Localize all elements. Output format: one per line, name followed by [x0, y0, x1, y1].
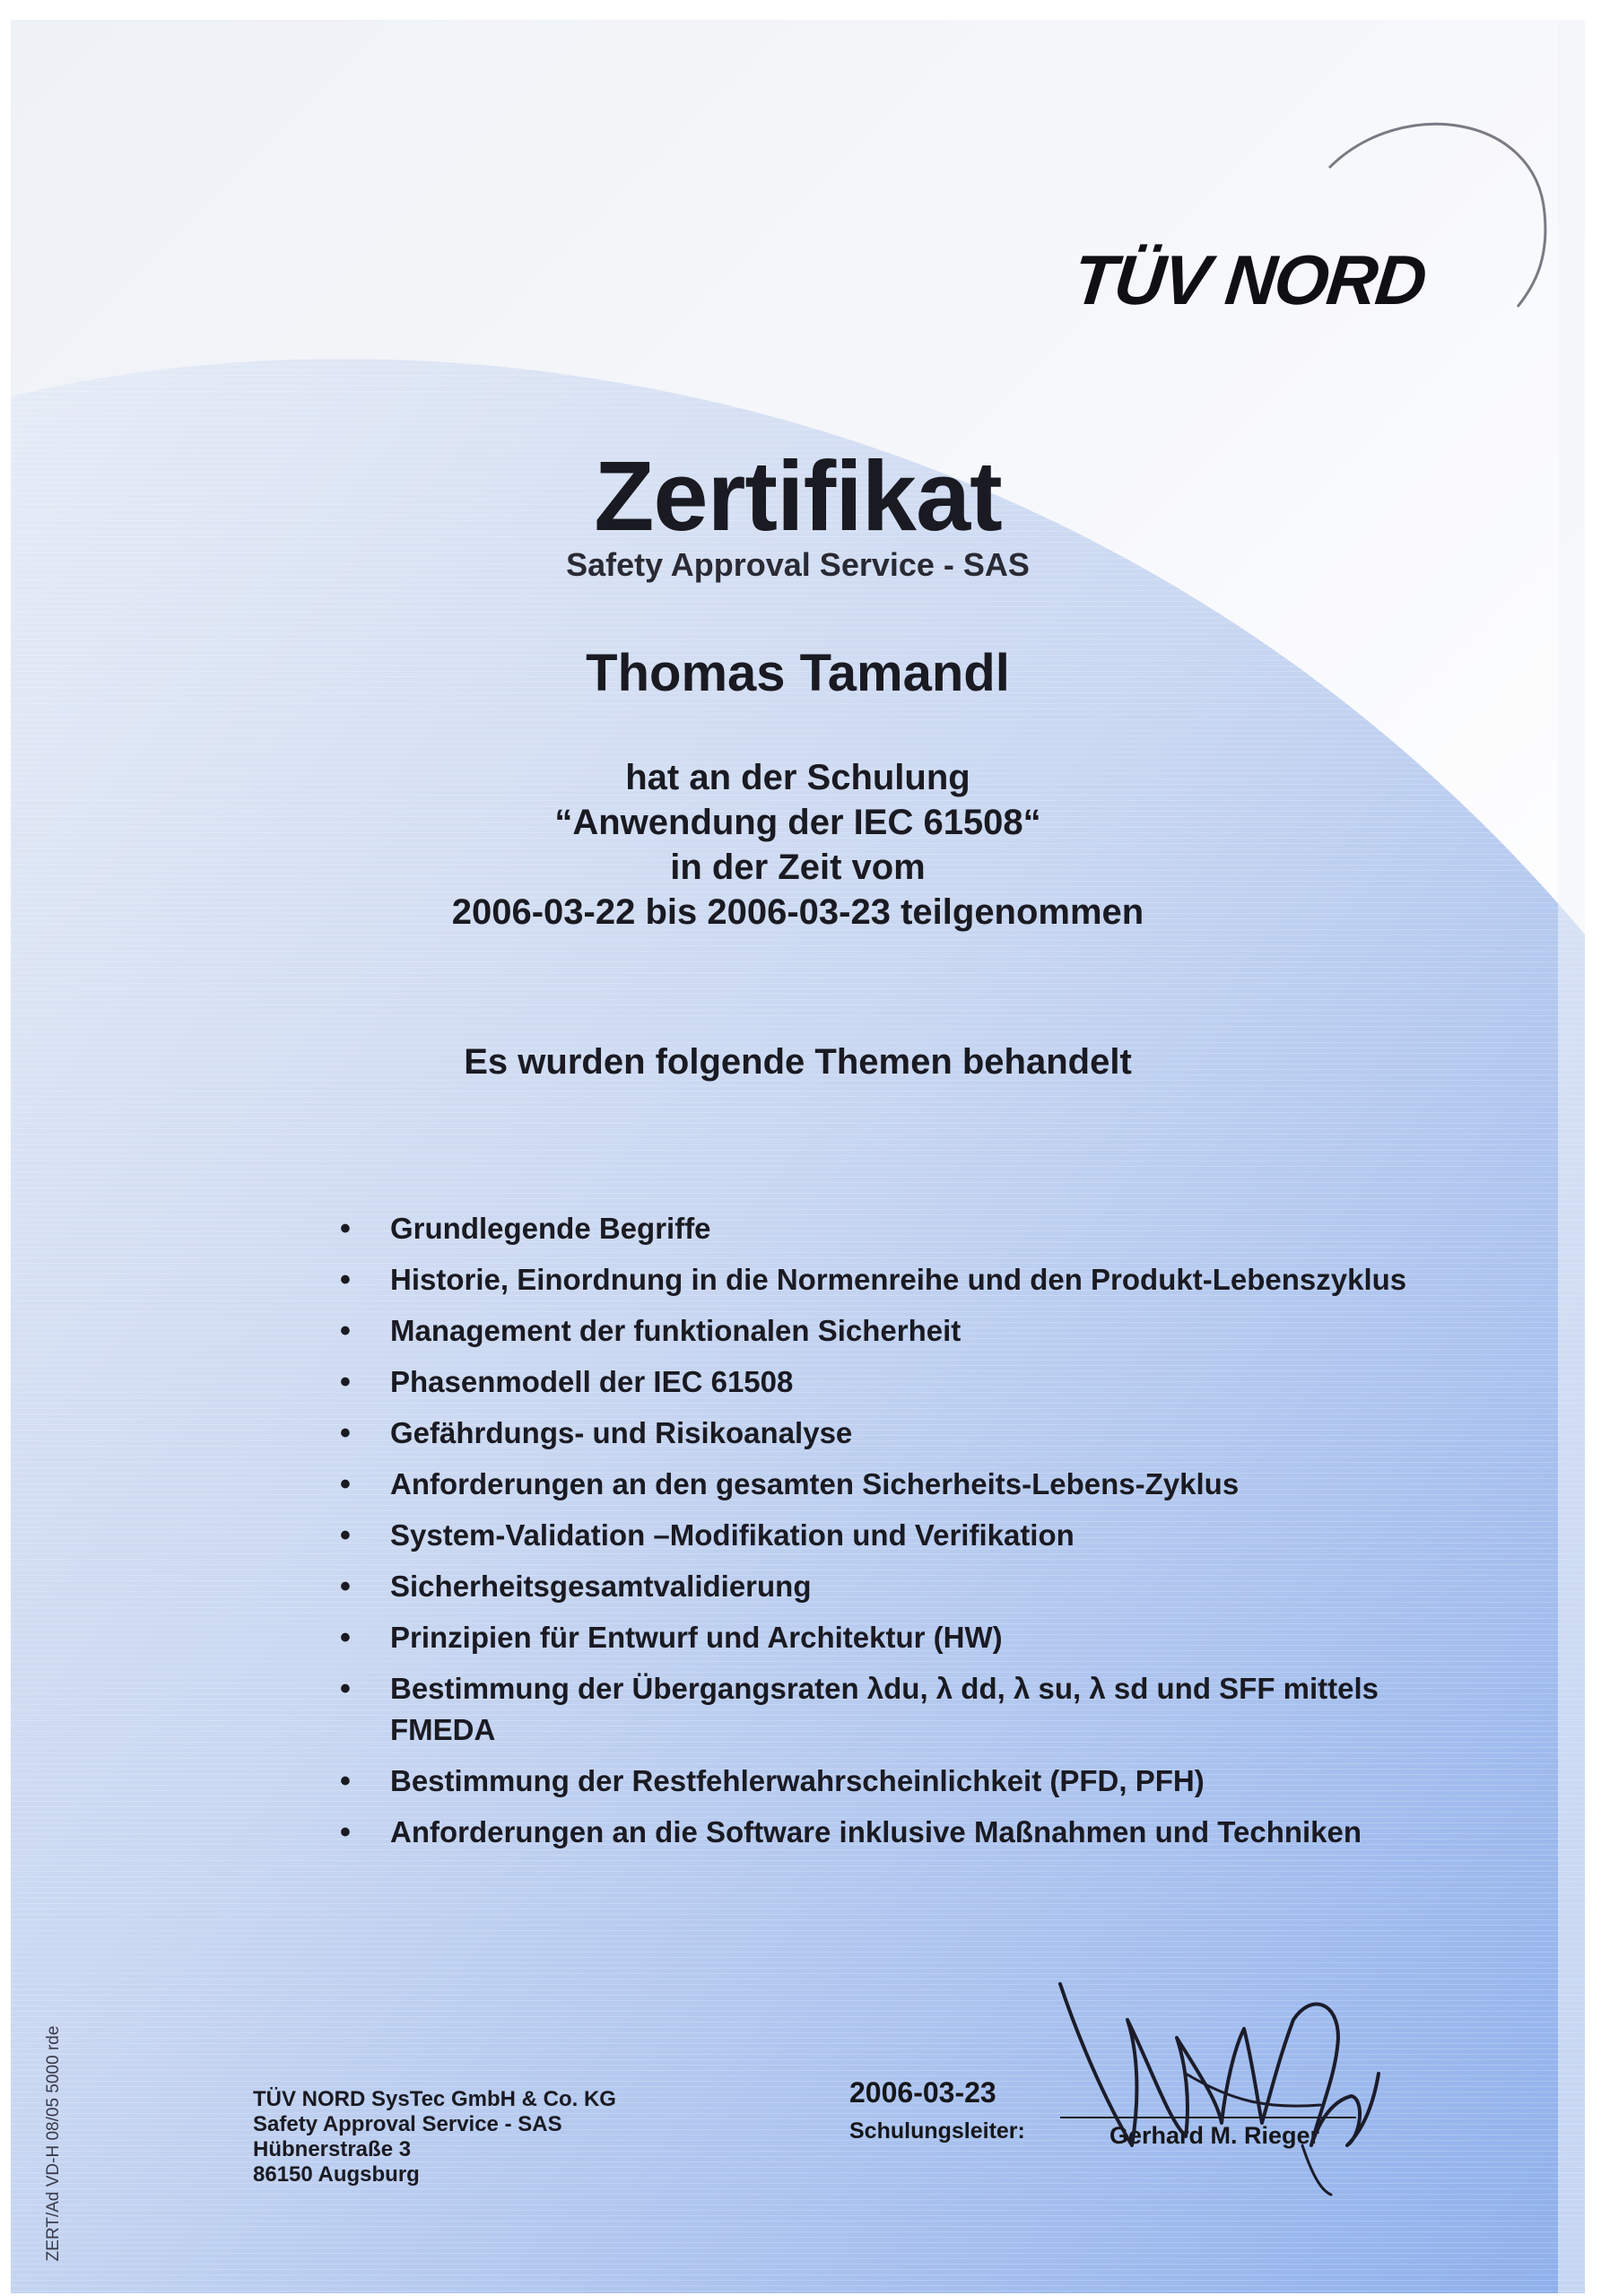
certificate-sheet: [11, 20, 1585, 2293]
certificate-title: Zertifikat: [594, 441, 1002, 552]
address-line: Hübnerstraße 3: [253, 2137, 412, 2161]
intro-line: in der Zeit vom: [670, 848, 926, 887]
topic-item: • Management der funktionalen Sicherheit: [329, 1310, 1459, 1352]
topic-item: • Phasenmodell der IEC 61508: [329, 1361, 1459, 1403]
participation-statement: [11, 755, 1585, 935]
tuv-nord-logo: TÜV NORD: [1069, 240, 1430, 319]
intro-line: “Anwendung der IEC 61508“: [554, 803, 1041, 842]
form-code: ZERT/Ad VD-H 08/05 5000 rde: [44, 2025, 63, 2262]
topic-item: • Prinzipien für Entwurf und Architektur (HW): [329, 1617, 1459, 1658]
signer-label: Schulungsleiter:: [849, 2118, 1025, 2144]
address-line: TÜV NORD SysTec GmbH & Co. KG: [253, 2087, 616, 2111]
issuer-address: [253, 2087, 616, 2187]
signer-name: Gerhard M. Rieger: [1109, 2122, 1320, 2149]
topic-item: • Anforderungen an die Software inklusive Maßnahmen und Techniken: [329, 1812, 1459, 1853]
address-line: 86150 Augsburg: [253, 2162, 420, 2187]
topic-item: • Anforderungen an den gesamten Sicherheits-Lebens-Zyklus: [329, 1464, 1459, 1505]
intro-line: 2006-03-22 bis 2006-03-23 teilgenommen: [451, 892, 1144, 932]
topic-item: • System-Validation –Modifikation und Verifikation: [329, 1515, 1459, 1556]
topic-item: • Gefährdungs- und Risikoanalyse: [329, 1413, 1459, 1454]
certificate-subtitle: Safety Approval Service - SAS: [566, 546, 1030, 583]
topics-heading: Es wurden folgende Themen behandelt: [464, 1042, 1132, 1082]
topic-list: [329, 1208, 1459, 1863]
topic-item: • Grundlegende Begriffe: [329, 1208, 1459, 1249]
topic-item: • Bestimmung der Übergangsraten λdu, λ dd, λ su, λ sd und SFF mittels FMEDA: [329, 1668, 1459, 1751]
handwritten-signature: [1051, 1966, 1392, 2199]
topic-item: • Bestimmung der Restfehlerwahrscheinlichkeit (PFD, PFH): [329, 1761, 1459, 1802]
address-line: Safety Approval Service - SAS: [253, 2112, 562, 2136]
signature-date: 2006-03-23: [849, 2076, 996, 2109]
recipient-name: Thomas Tamandl: [586, 644, 1010, 702]
background-swoosh: [11, 20, 1585, 2293]
topic-item: • Sicherheitsgesamtvalidierung: [329, 1566, 1459, 1607]
topic-item: • Historie, Einordnung in die Normenreihe und den Produkt-Lebenszyklus: [329, 1259, 1459, 1300]
intro-line: hat an der Schulung: [625, 758, 970, 797]
